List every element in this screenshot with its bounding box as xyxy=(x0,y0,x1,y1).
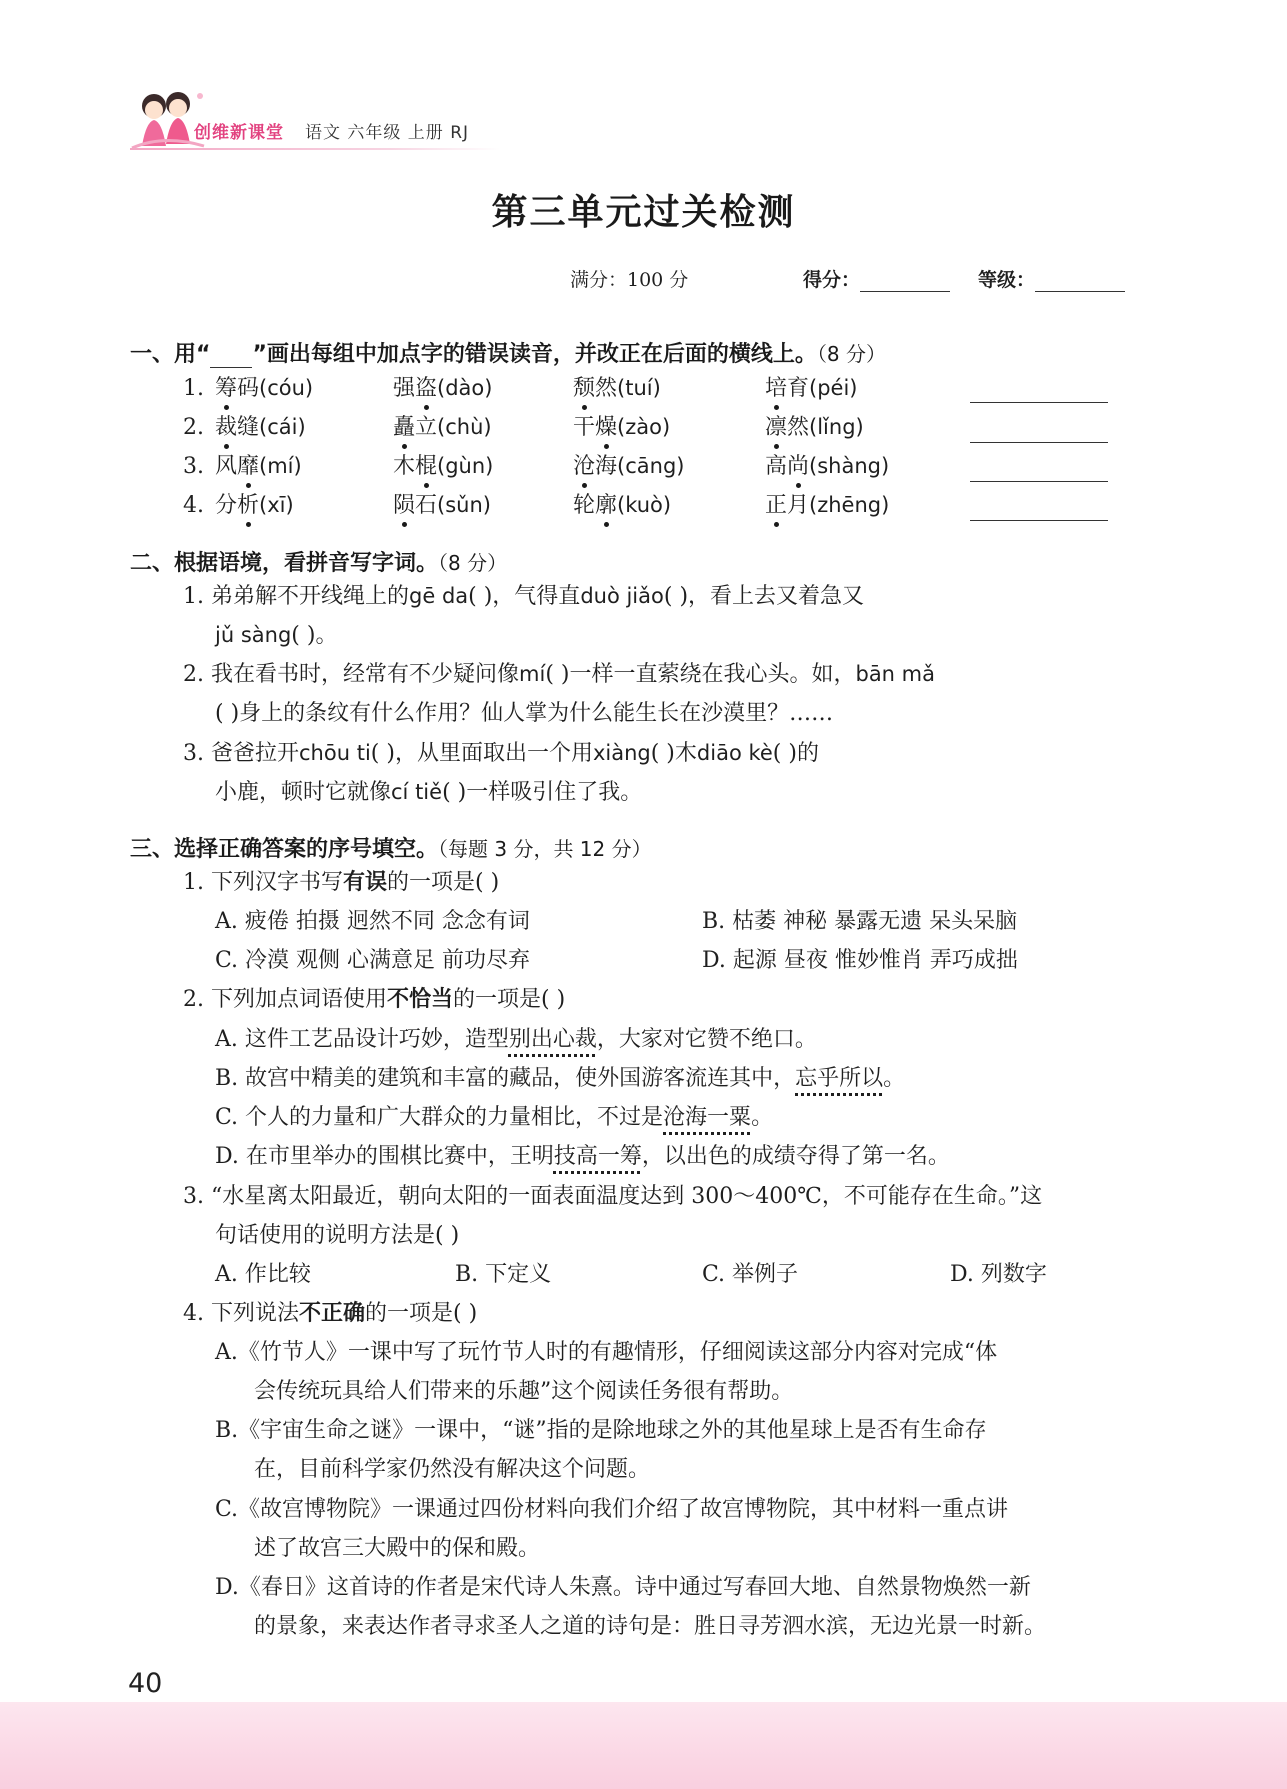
s3-q1-option-d: D. 起源 昼夜 惟妙惟肖 弄巧成拙 xyxy=(702,948,1018,973)
reading: (péi) xyxy=(809,376,858,400)
s3-q3-option-a: A. 作比较 xyxy=(215,1262,311,1287)
s1-row3-num: 3. xyxy=(183,454,204,479)
pinyin: jǔ sàng xyxy=(215,623,292,647)
dotted-phrase: 技高一筹 xyxy=(553,1144,642,1169)
text: ( )。 xyxy=(291,623,338,648)
s1-row3-item4: 高尚(shàng) xyxy=(765,454,890,479)
text: ( )，看上去又着急又 xyxy=(663,584,865,609)
grade-field xyxy=(978,265,1125,292)
text: ( )，气得直 xyxy=(468,584,581,609)
s3-q3-stem2: 句话使用的说明方法是( ) xyxy=(215,1223,460,1248)
s3-q4-option-a-line2: 会传统玩具给人们带来的乐趣”这个阅读任务很有帮助。 xyxy=(254,1379,794,1404)
s1-row4-answer-line[interactable] xyxy=(970,520,1108,521)
pinyin: xiàng xyxy=(592,741,651,765)
s1-row2-item3: 干燥(zào) xyxy=(573,415,671,440)
reading: (lǐng) xyxy=(809,415,864,439)
section3-heading-text: 三、选择正确答案的序号填空。 xyxy=(130,837,439,862)
reading: (tuí) xyxy=(617,376,661,400)
grade-blank xyxy=(1035,269,1125,292)
emphasis: 不恰当 xyxy=(387,987,454,1012)
dotted-phrase: 忘乎所以 xyxy=(795,1066,884,1091)
q-num: 3. xyxy=(183,741,204,766)
score-blank xyxy=(860,269,950,292)
grade-label: 等级： xyxy=(978,269,1036,291)
s1-row2-num: 2. xyxy=(183,415,204,440)
section2-heading-text: 二、根据语境，看拼音写字词。 xyxy=(130,551,439,576)
pinyin: bān mǎ xyxy=(855,662,935,686)
s3-q4-stem xyxy=(183,1303,477,1325)
s1-row1-item3: 颓然(tuí) xyxy=(573,376,661,401)
reading: (cái) xyxy=(259,415,306,439)
section1-points: （8 分） xyxy=(816,342,887,366)
s3-q3-option-b: B. 下定义 xyxy=(455,1262,552,1287)
section1-heading xyxy=(130,337,886,368)
section1-heading-a: 一、用“ xyxy=(130,342,211,367)
text: 小鹿，顿时它就像 xyxy=(215,780,392,805)
pinyin: chōu ti xyxy=(299,741,371,765)
s3-q4-option-b-line1: B.《宇宙生命之谜》一课中，“谜”指的是除地球之外的其他星球上是否有生命存 xyxy=(215,1418,987,1443)
s1-row4-num: 4. xyxy=(183,493,204,518)
text: ( )一样一直萦绕在我心头。如， xyxy=(545,662,856,687)
section1-heading-b: ”画出每组中加点字的错误读音，并改正在后面的横线上。 xyxy=(252,342,817,367)
reading: (sǔn) xyxy=(437,493,491,517)
s3-q3-option-c: C. 举例子 xyxy=(702,1262,799,1287)
text: ( )一样吸引住了我。 xyxy=(442,780,643,805)
text: ( )，从里面取出一个用 xyxy=(370,741,593,766)
s3-q2-stem xyxy=(183,989,565,1011)
section2-heading xyxy=(130,546,507,577)
reading: (kuò) xyxy=(617,493,672,517)
text: “水星离太阳最近，朝向太阳的一面表面温度达到 300～400℃，不可能存在生命。”这 xyxy=(211,1184,1043,1209)
pinyin: mí xyxy=(519,662,546,686)
s1-row3-item3: 沧海(cāng) xyxy=(573,454,685,479)
s2-q3-line1 xyxy=(183,743,819,765)
text: ，以出色的成绩夺得了第一名。 xyxy=(641,1144,950,1169)
text: ，大家对它赞不绝口。 xyxy=(596,1027,817,1052)
s3-q2-option-c xyxy=(215,1107,773,1129)
s1-row1-item1: 筹码(cóu) xyxy=(215,376,314,401)
reading: (zhēng) xyxy=(809,493,890,517)
s1-row1-item2: 强盗(dào) xyxy=(393,376,493,401)
emphasis: 不正确 xyxy=(299,1301,366,1326)
s1-row4-item3: 轮廓(kuò) xyxy=(573,493,672,518)
s3-q4-option-c-line1: C.《故宫博物院》一课通过四份材料向我们介绍了故宫博物院，其中材料一重点讲 xyxy=(215,1497,1009,1522)
q-num: 1. xyxy=(183,584,204,609)
text: 下列加点词语使用 xyxy=(211,987,388,1012)
brand-name: 创维新课堂 xyxy=(194,123,284,143)
header-divider xyxy=(130,148,500,150)
s1-row2-item1: 裁缝(cái) xyxy=(215,415,306,440)
text: D. 在市里举办的围棋比赛中，王明 xyxy=(215,1144,554,1169)
reading: (chù) xyxy=(437,415,492,439)
text: 的一项是( ) xyxy=(453,987,566,1012)
reading: (shàng) xyxy=(809,454,890,478)
reading: (cóu) xyxy=(259,376,314,400)
text: ( )的 xyxy=(772,741,819,766)
s3-q1-option-a: A. 疲倦 拍摄 迥然不同 念念有词 xyxy=(215,909,530,934)
s2-q2-line1 xyxy=(183,664,935,686)
reading: (cāng) xyxy=(617,454,685,478)
reading: (zào) xyxy=(617,415,671,439)
s3-q1-option-b: B. 枯萎 神秘 暴露无遗 呆头呆脑 xyxy=(702,909,1018,934)
text: 下列说法 xyxy=(211,1301,300,1326)
reading: (xī) xyxy=(259,493,294,517)
s3-q3-stem1 xyxy=(183,1186,1042,1208)
pinyin: gē da xyxy=(409,584,469,608)
s1-row3-item1: 风靡(mí) xyxy=(215,454,302,479)
q-num: 1. xyxy=(183,870,204,895)
s3-q2-option-d xyxy=(215,1146,950,1168)
s3-q4-option-a-line1: A.《竹节人》一课中写了玩竹节人时的有趣情形，仔细阅读这部分内容对完成“体 xyxy=(215,1340,998,1365)
s1-row2-item4: 凛然(lǐng) xyxy=(765,415,864,440)
text: 弟弟解不开线绳上的 xyxy=(211,584,410,609)
text: A. 这件工艺品设计巧妙，造型 xyxy=(215,1027,509,1052)
emphasis: 有误 xyxy=(343,870,388,895)
q-num: 2. xyxy=(183,662,204,687)
s1-row2-item2: 矗立(chù) xyxy=(393,415,492,440)
s2-q3-line2 xyxy=(215,782,642,804)
s1-row1-num: 1. xyxy=(183,376,204,401)
s1-row4-item2: 陨石(sǔn) xyxy=(393,493,491,518)
s3-q1-option-c: C. 冷漠 观侧 心满意足 前功尽弃 xyxy=(215,948,531,973)
text: 我在看书时，经常有不少疑问像 xyxy=(211,662,520,687)
footer-band xyxy=(0,1702,1287,1789)
underline-sample xyxy=(210,349,252,368)
s1-row4-item4: 正月(zhēng) xyxy=(765,493,890,518)
text: 。 xyxy=(751,1105,774,1130)
reading: (gùn) xyxy=(437,454,494,478)
s1-row1-item4: 培育(péi) xyxy=(765,376,858,401)
text: 的一项是( ) xyxy=(365,1301,478,1326)
section3-heading xyxy=(130,832,652,863)
s3-q3-option-d: D. 列数字 xyxy=(950,1262,1047,1287)
text: 爸爸拉开 xyxy=(211,741,300,766)
s1-row3-answer-line[interactable] xyxy=(970,481,1108,482)
s1-row3-item2: 木棍(gùn) xyxy=(393,454,494,479)
score-label: 得分： xyxy=(803,269,861,291)
full-marks: 满分：100 分 xyxy=(570,269,689,291)
text: C. 个人的力量和广大群众的力量相比，不过是 xyxy=(215,1105,664,1130)
reading: (dào) xyxy=(437,376,493,400)
q-num: 3. xyxy=(183,1184,204,1209)
s3-q4-option-d-line2: 的景象，来表达作者寻求圣人之道的诗句是：胜日寻芳泗水滨，无边光景一时新。 xyxy=(254,1614,1047,1639)
s3-q2-option-b xyxy=(215,1068,905,1090)
page-number: 40 xyxy=(128,1668,163,1699)
pinyin: duò jiǎo xyxy=(580,584,664,608)
text: ( )木 xyxy=(650,741,697,766)
text: 。 xyxy=(883,1066,906,1091)
s1-row1-answer-line[interactable] xyxy=(970,402,1108,403)
dotted-phrase: 别出心裁 xyxy=(508,1027,597,1052)
s2-q2-line2: ( )身上的条纹有什么作用？仙人掌为什么能生长在沙漠里？…… xyxy=(215,701,834,726)
s2-q1-line2 xyxy=(215,625,337,647)
page-title: 第三单元过关检测 xyxy=(491,192,796,233)
section2-points: （8 分） xyxy=(438,551,508,575)
book-info: 语文 六年级 上册 RJ xyxy=(305,123,470,143)
q-num: 2. xyxy=(183,987,204,1012)
text: 的一项是( ) xyxy=(387,870,500,895)
s1-row2-answer-line[interactable] xyxy=(970,442,1108,443)
pinyin: diāo kè xyxy=(696,741,773,765)
score-field xyxy=(803,265,950,292)
dotted-phrase: 沧海一粟 xyxy=(663,1105,752,1130)
s3-q4-option-d-line1: D.《春日》这首诗的作者是宋代诗人朱熹。诗中通过写春回大地、自然景物焕然一新 xyxy=(215,1575,1031,1600)
text: B. 故宫中精美的建筑和丰富的藏品，使外国游客流连其中， xyxy=(215,1066,796,1091)
text: 下列汉字书写 xyxy=(211,870,344,895)
pinyin: cí tiě xyxy=(391,780,443,804)
s3-q2-option-a xyxy=(215,1029,817,1051)
section3-points: （每题 3 分，共 12 分） xyxy=(438,837,652,861)
q-num: 4. xyxy=(183,1301,204,1326)
s3-q4-option-c-line2: 述了故宫三大殿中的保和殿。 xyxy=(254,1536,541,1561)
s3-q1-stem xyxy=(183,872,499,894)
s1-row4-item1: 分析(xī) xyxy=(215,493,294,518)
s2-q1-line1 xyxy=(183,586,864,608)
s3-q4-option-b-line2: 在，目前科学家仍然没有解决这个问题。 xyxy=(254,1457,651,1482)
reading: (mí) xyxy=(259,454,302,478)
